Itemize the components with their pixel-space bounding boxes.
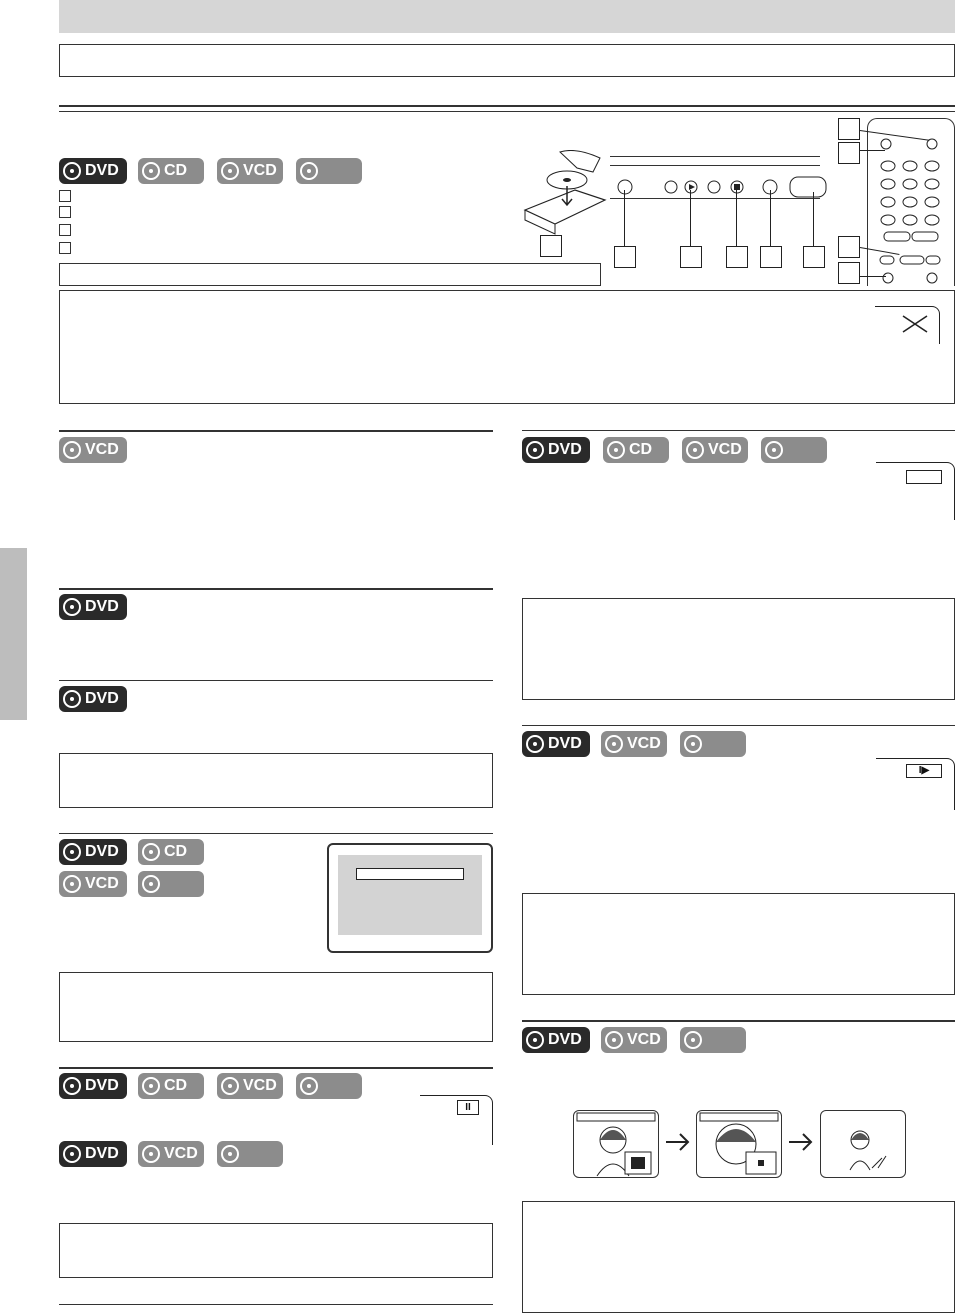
disc-icon <box>684 1031 702 1049</box>
section-rule <box>522 430 955 431</box>
zoom-frame-1-illustration <box>573 1110 659 1178</box>
stop-display-icon <box>906 470 942 484</box>
badge-vcd <box>59 437 127 463</box>
badge-dvd <box>522 437 590 463</box>
badge-label: VCD <box>85 441 119 458</box>
front-panel-buttons <box>610 175 835 205</box>
note-box <box>522 598 955 700</box>
badge-label: DVD <box>548 735 582 752</box>
badge-vcd <box>601 731 667 757</box>
badge-label: CD <box>164 1077 188 1094</box>
badge-dvd <box>522 731 590 757</box>
badge-blank <box>296 1073 362 1099</box>
disc-icon <box>142 162 160 180</box>
badge-label: DVD <box>85 843 119 860</box>
disc-icon <box>63 690 81 708</box>
disc-icon <box>300 1077 318 1095</box>
callout-remote-stop <box>838 262 860 284</box>
intro-box <box>59 44 955 77</box>
badge-dvd <box>59 158 127 184</box>
note-box <box>522 1201 955 1313</box>
disc-icon <box>300 162 318 180</box>
section-rule <box>522 1020 955 1022</box>
disc-icon <box>526 735 544 753</box>
badge-label: DVD <box>85 1077 119 1094</box>
disc-icon <box>765 441 783 459</box>
badge-blank <box>680 731 746 757</box>
section-rule <box>59 105 955 107</box>
disc-icon <box>63 441 81 459</box>
disc-icon <box>63 875 81 893</box>
leader-line <box>736 190 737 246</box>
section-rule <box>59 430 493 432</box>
disc-icon <box>221 1145 239 1163</box>
step-box-2 <box>59 206 71 218</box>
callout-remote-play <box>838 236 860 258</box>
badge-cd <box>603 437 669 463</box>
badge-vcd <box>601 1027 667 1053</box>
section-rule <box>59 833 493 834</box>
panel-top-line <box>610 156 820 157</box>
disc-icon <box>142 875 160 893</box>
badge-vcd <box>682 437 748 463</box>
side-tab <box>0 548 27 720</box>
badge-label: DVD <box>85 1145 119 1162</box>
badge-label: VCD <box>708 441 742 458</box>
leader-line <box>770 190 771 246</box>
section-rule <box>59 588 493 590</box>
callout-play <box>680 246 702 268</box>
note-box <box>59 753 493 808</box>
zoom-frame-3-illustration <box>820 1110 906 1178</box>
badge-label: CD <box>164 843 188 860</box>
disc-icon <box>63 162 81 180</box>
badge-dvd <box>59 594 127 620</box>
disc-icon <box>526 1031 544 1049</box>
badge-dvd <box>59 1141 127 1167</box>
badge-blank <box>138 871 204 897</box>
leader-line <box>690 190 691 246</box>
badge-label: DVD <box>548 441 582 458</box>
note-bar <box>59 263 601 286</box>
disc-icon <box>142 843 160 861</box>
page-header-band <box>59 0 955 33</box>
badge-cd <box>138 839 204 865</box>
badge-cd <box>138 158 204 184</box>
section-rule-thin <box>59 111 955 112</box>
pause-icon <box>457 1100 479 1115</box>
badge-label: VCD <box>243 1077 277 1094</box>
badge-blank <box>680 1027 746 1053</box>
step-box-1 <box>59 190 71 202</box>
badge-vcd <box>217 1073 283 1099</box>
disc-tray-illustration <box>515 150 610 258</box>
note-box <box>522 893 955 995</box>
badge-blank <box>761 437 827 463</box>
badge-label: DVD <box>548 1031 582 1048</box>
badge-label: CD <box>164 162 188 179</box>
disc-icon <box>63 843 81 861</box>
arrow-right-icon <box>664 1130 692 1154</box>
badge-vcd <box>217 158 283 184</box>
remote-buttons <box>870 130 950 285</box>
callout-eject <box>760 246 782 268</box>
badge-label: VCD <box>627 1031 661 1048</box>
badge-blank <box>217 1141 283 1167</box>
pause-symbol: II <box>465 1102 471 1113</box>
disc-icon <box>684 735 702 753</box>
badge-label: VCD <box>627 735 661 752</box>
cross-icon <box>901 314 929 334</box>
badge-vcd <box>138 1141 204 1167</box>
arrow-right-icon <box>787 1130 815 1154</box>
callout-remote-eject <box>838 118 860 140</box>
badge-label: VCD <box>164 1145 198 1162</box>
disc-icon <box>605 1031 623 1049</box>
badge-label: DVD <box>85 162 119 179</box>
badge-label: CD <box>629 441 653 458</box>
note-box-main <box>59 290 955 404</box>
disc-icon <box>142 1145 160 1163</box>
badge-dvd <box>59 1073 127 1099</box>
disc-icon <box>63 1077 81 1095</box>
badge-dvd <box>522 1027 590 1053</box>
note-box <box>59 1223 493 1278</box>
disc-icon <box>142 1077 160 1095</box>
badge-label: DVD <box>85 690 119 707</box>
badge-label: DVD <box>85 598 119 615</box>
zoom-frame-2-illustration <box>696 1110 782 1178</box>
tv-screen-content <box>338 855 482 935</box>
disc-icon <box>63 1145 81 1163</box>
badge-cd <box>138 1073 204 1099</box>
disc-icon <box>63 598 81 616</box>
panel-line <box>610 165 820 166</box>
badge-label: VCD <box>85 875 119 892</box>
leader-line <box>860 150 885 151</box>
disc-icon <box>686 441 704 459</box>
disc-icon <box>221 162 239 180</box>
leader-line <box>624 190 625 246</box>
badge-dvd <box>59 839 127 865</box>
step-icon <box>906 764 942 778</box>
callout-power <box>614 246 636 268</box>
section-rule <box>59 1067 493 1069</box>
badge-blank <box>296 158 362 184</box>
disc-icon <box>605 735 623 753</box>
disc-icon <box>607 441 625 459</box>
section-rule <box>59 1304 493 1305</box>
disc-icon <box>526 441 544 459</box>
step-symbol: I▶ <box>918 765 930 776</box>
badge-vcd <box>59 871 127 897</box>
note-box <box>59 972 493 1042</box>
callout-tray <box>540 235 562 257</box>
section-rule <box>59 680 493 681</box>
step-box-3 <box>59 224 71 236</box>
badge-label: VCD <box>243 162 277 179</box>
callout-display <box>803 246 825 268</box>
leader-line <box>813 192 814 246</box>
step-box-4 <box>59 242 71 254</box>
callout-stop <box>726 246 748 268</box>
screen-menu-bar <box>356 868 464 880</box>
leader-line <box>860 276 886 277</box>
badge-dvd <box>59 686 127 712</box>
section-rule <box>522 725 955 726</box>
disc-icon <box>221 1077 239 1095</box>
callout-remote-power <box>838 142 860 164</box>
